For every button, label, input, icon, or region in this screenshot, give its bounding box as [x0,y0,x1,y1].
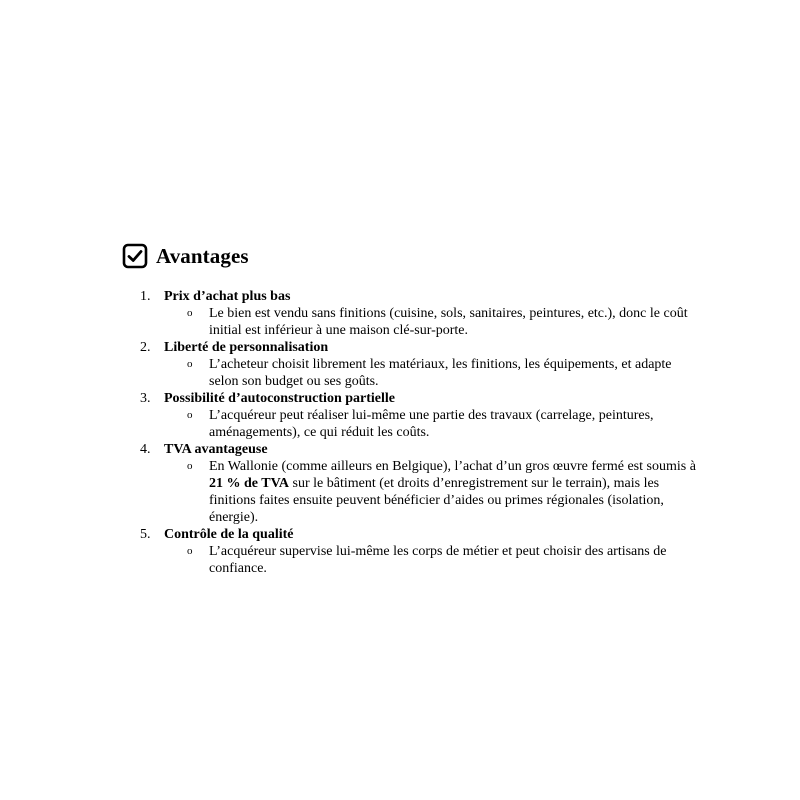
sub-list [164,458,722,526]
sub-list [164,407,722,441]
section-title: Avantages [156,243,249,268]
item-description: L’acheteur choisit librement les matériaux, les finitions, les équipements, et adapte selon son budget ou ses goûts. [209,357,672,389]
circle-bullet-icon: o [187,545,193,557]
item-number: 4. [140,442,151,457]
checkbox-checked-icon [122,243,148,269]
list-item [122,288,722,339]
list-item [122,390,722,441]
sub-item [164,356,699,390]
item-title: TVA avantageuse [164,442,268,457]
circle-bullet-icon: o [187,409,193,421]
item-title: Possibilité d’autoconstruction partielle [164,391,395,406]
item-title: Prix d’achat plus bas [164,289,291,304]
item-number: 5. [140,527,151,542]
item-title: Liberté de personnalisation [164,340,329,355]
sub-item [164,305,699,339]
item-number: 2. [140,340,151,355]
list-item [122,339,722,390]
advantages-list [122,288,722,577]
item-number: 3. [140,391,151,406]
sub-item [164,543,699,577]
sub-list [164,305,722,339]
item-title: Contrôle de la qualité [164,527,294,542]
sub-list [164,356,722,390]
advantages-section [122,242,722,577]
item-description: L’acquéreur supervise lui-même les corps de métier et peut choisir des artisans de confiance. [209,544,667,576]
section-heading [122,242,722,270]
sub-list [164,543,722,577]
sub-item [164,407,699,441]
list-item [122,526,722,577]
item-description: L’acquéreur peut réaliser lui-même une partie des travaux (carrelage, peintures, aménagements), ce qui réduit les coûts. [209,408,654,440]
vat-rate-emphasis: 21 % de TVA [209,476,290,491]
list-item [122,441,722,526]
item-number: 1. [140,289,151,304]
sub-item [164,458,699,526]
item-description: En Wallonie (comme ailleurs en Belgique), l’achat d’un gros œuvre fermé est soumis à 21 % de TVA sur le bâtiment (et droits d’enregistrement sur le terrain), mais les finitions faites ensuite peuvent bénéficier d’aides ou primes régionales (isolation, énergie). [209,459,696,525]
item-description: Le bien est vendu sans finitions (cuisine, sols, sanitaires, peintures, etc.), donc le coût initial est inférieur à une maison clé-sur-porte. [209,306,688,338]
circle-bullet-icon: o [187,307,193,319]
circle-bullet-icon: o [187,358,193,370]
circle-bullet-icon: o [187,460,193,472]
